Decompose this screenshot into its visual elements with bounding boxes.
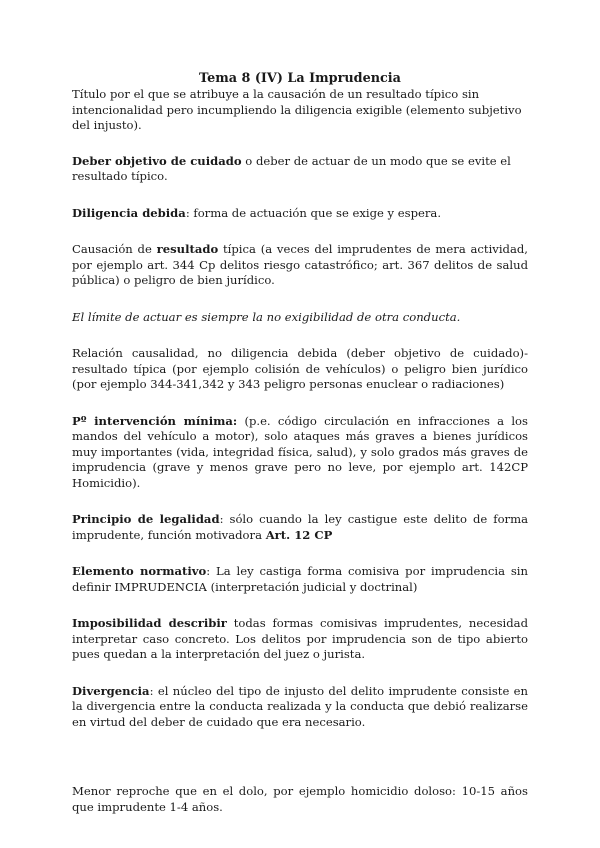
intervencion-term: Pº intervención mínima: bbox=[72, 413, 238, 428]
imposibilidad-paragraph bbox=[72, 616, 528, 663]
legalidad-text: : sólo cuando la ley castigue este delito de forma imprudente, función motivadora bbox=[72, 512, 528, 542]
legalidad-term: Principio de legalidad bbox=[72, 512, 220, 526]
deber-text: o deber de actuar de un modo que se evite el resultado típico. bbox=[72, 153, 511, 183]
divergencia-text: : el núcleo del tipo de injusto del delito imprudente consiste en la divergencia entre la conducta realizada y la conducta que debió realizarse en virtud del deber de cuidado que era necesario. bbox=[72, 683, 528, 729]
intro-paragraph: Título por el que se atribuye a la causación de un resultado típico sin intencionalidad pero incumpliendo la diligencia exigible (elemento subjetivo del injusto). bbox=[72, 87, 522, 132]
legalidad-paragraph bbox=[72, 512, 528, 543]
limite-paragraph: El límite de actuar es siempre la no exigibilidad de otra conducta. bbox=[72, 309, 461, 324]
legalidad-article: Art. 12 CP bbox=[265, 527, 333, 542]
imposibilidad-text: todas formas comisivas imprudentes, necesidad interpretar caso concreto. Los delitos por imprudencia son de tipo abierto pues quedan a la interpretación del juez o jurista. bbox=[72, 616, 528, 661]
document-page bbox=[72, 70, 528, 836]
relacion-paragraph: Relación causalidad, no diligencia debida (deber objetivo de cuidado)-resultado típica (por ejemplo colisión de vehículos) o peligro bien jurídico (por ejemplo 344-341,342 y 343 peligro personas enuclear o radiaciones) bbox=[72, 346, 528, 391]
intervencion-text: (p.e. código circulación en infracciones a los mandos del vehículo a motor), solo ataques más graves a bienes jurídicos muy importantes (vida, integridad física, salud), y solo grados más graves de imprudencia (grave y menos grave pero no leve, por ejemplo art. 142CP Homicidio). bbox=[72, 413, 528, 490]
deber-term: Deber objetivo de cuidado bbox=[72, 153, 242, 168]
menor-paragraph: Menor reproche que en el dolo, por ejemplo homicidio doloso: 10-15 años que imprudente 1-4 años. bbox=[72, 784, 528, 814]
diligencia-paragraph bbox=[72, 206, 528, 222]
normativo-term: Elemento normativo bbox=[72, 564, 207, 578]
deber-paragraph bbox=[72, 154, 528, 185]
intervencion-paragraph bbox=[72, 414, 528, 492]
divergencia-term: Divergencia bbox=[72, 683, 150, 698]
diligencia-term: Diligencia debida bbox=[72, 205, 186, 220]
causacion-text: típica (a veces del imprudentes de mera actividad, por ejemplo art. 344 Cp delitos riesgo catastrófico; art. 367 delitos de salud pública) o peligro de bien jurídico. bbox=[72, 242, 528, 287]
normativo-text: : La ley castiga forma comisiva por imprudencia sin definir IMPRUDENCIA (interpretación judicial y doctrinal) bbox=[72, 564, 528, 594]
causacion-pre: Causación de bbox=[72, 242, 157, 256]
normativo-paragraph bbox=[72, 564, 528, 595]
diligencia-text: : forma de actuación que se exige y espera. bbox=[185, 205, 442, 220]
causacion-term: resultado bbox=[156, 242, 219, 256]
spacer bbox=[72, 751, 528, 784]
divergencia-paragraph bbox=[72, 684, 528, 731]
page-title: Tema 8 (IV) La Imprudencia bbox=[199, 71, 401, 86]
imposibilidad-term: Imposibilidad describir bbox=[72, 616, 227, 630]
causacion-paragraph bbox=[72, 242, 528, 289]
